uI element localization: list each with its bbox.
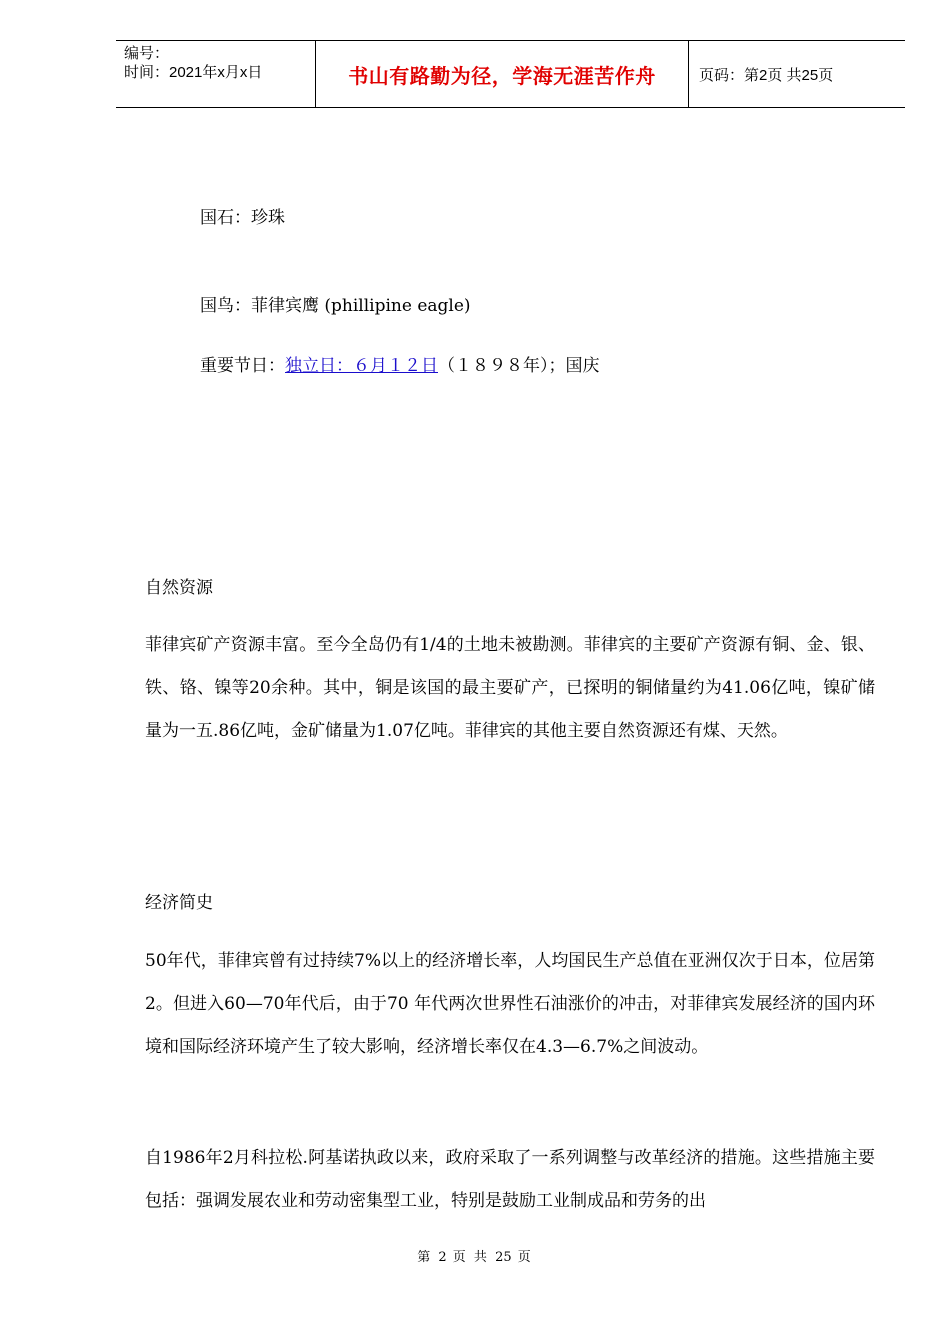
national-bird: 国鸟：菲律宾鹰 (phillipine eagle): [200, 296, 471, 316]
header-page-info: 页码：第2页 共25页: [699, 66, 834, 84]
document-time: 时间：2021年x月x日: [124, 64, 263, 81]
page-footer: [0, 1246, 950, 1265]
footer-page-number: 2: [438, 1250, 447, 1265]
document-number-label: 编号：: [124, 45, 170, 62]
footer-middle: 页 共: [452, 1250, 489, 1265]
national-stone: 国石：珍珠: [200, 208, 285, 228]
economic-history-heading: 经济简史: [145, 893, 213, 913]
holidays-label: 重要节日：: [200, 356, 285, 376]
footer-prefix: 第: [417, 1250, 433, 1265]
economic-history-paragraph-1: 50年代，菲律宾曾有过持续7%以上的经济增长率，人均国民生产总值在亚洲仅次于日本，位居第2。但进入60—70年代后，由于70 年代两次世界性石油涨价的冲击，对菲律宾发展经济的国内环境和国际经济环境产生了较大影响，经济增长率仅在4.3—6.7%之间波动。: [145, 951, 875, 1057]
important-holidays: [200, 351, 600, 376]
natural-resources-heading: 自然资源: [145, 578, 213, 598]
document-header: [116, 40, 905, 108]
independence-day-link[interactable]: 独立日：６月１２日: [285, 356, 438, 376]
holidays-rest: （１８９８年）；国庆: [438, 356, 600, 376]
natural-resources-paragraph: 菲律宾矿产资源丰富。至今全岛仍有1/4的土地未被勘测。菲律宾的主要矿产资源有铜、金、银、铁、铬、镍等20余种。其中，铜是该国的最主要矿产，已探明的铜储量约为41.06亿吨，镍矿储量为一五.86亿吨，金矿储量为1.07亿吨。菲律宾的其他主要自然资源还有煤、天然。: [145, 635, 875, 741]
economic-history-paragraph-2: 自1986年2月科拉松.阿基诺执政以来，政府采取了一系列调整与改革经济的措施。这些措施主要包括：强调发展农业和劳动密集型工业，特别是鼓励工业制成品和劳务的出: [145, 1148, 875, 1211]
footer-total-pages: 25: [495, 1250, 512, 1265]
header-meta: [116, 41, 316, 107]
footer-suffix: 页: [517, 1250, 533, 1265]
header-motto: 书山有路勤为径，学海无涯苦作舟: [316, 41, 689, 107]
